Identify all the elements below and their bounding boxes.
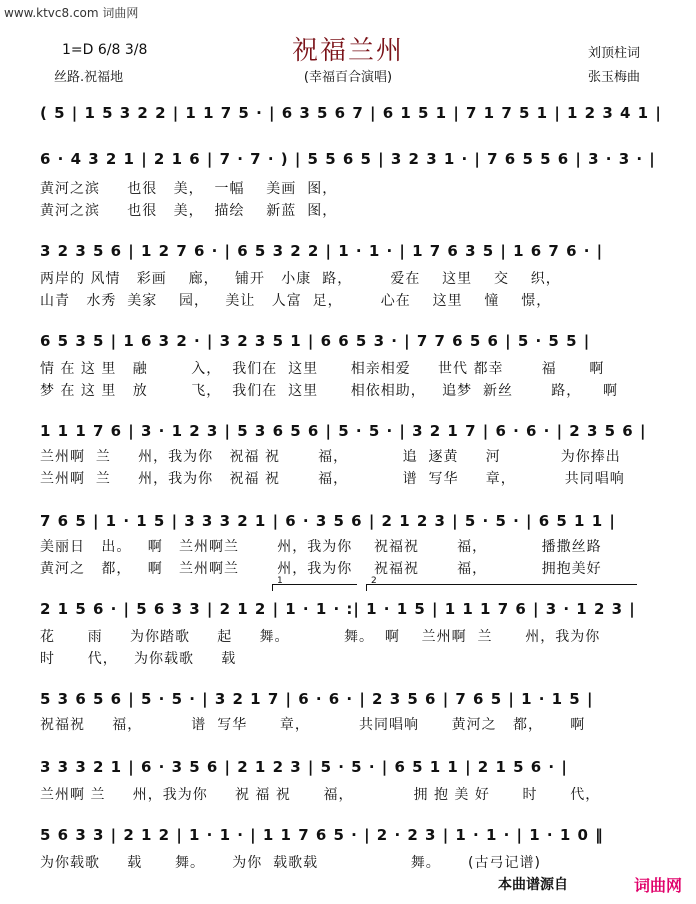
- lyrics-line-10a: 为你载歌 载 舞。 为你 载歌载 舞。 (古弓记谱): [40, 855, 541, 871]
- site-watermark: www.ktvc8.com 词曲网: [4, 6, 139, 20]
- caption-left: 丝路.祝福地: [54, 70, 124, 85]
- notation-line-3: 3 2 3 5 6 | 1 2 7 6 · | 6 5 3 2 2 | 1 · 1 · | 1 7 6 3 5 | 1 6 7 6 · |: [40, 242, 604, 260]
- notation-line-9: 3 3 3 2 1 | 6 · 3 5 6 | 2 1 2 3 | 5 · 5 · | 6 5 1 1 | 2 1 5 6 · |: [40, 758, 568, 776]
- notation-line-6: 7 6 5 | 1 · 1 5 | 3 3 3 2 1 | 6 · 3 5 6 | 2 1 2 3 | 5 · 5 · | 6 5 1 1 |: [40, 512, 616, 530]
- lyrics-line-8a: 祝福祝 福， 谱 写华 章， 共同唱响 黄河之 都， 啊: [40, 717, 586, 733]
- lyrics-line-2a: 黄河之滨 也很 美， 一幅 美画 图，: [40, 181, 338, 197]
- key-signature: 1=D 6/8 3/8: [62, 42, 148, 58]
- volta-bracket-second: 2: [366, 584, 637, 591]
- lyricist: 刘顶柱词: [587, 46, 640, 61]
- lyrics-line-3a: 两岸的 风情 彩画 廊， 铺开 小康 路， 爱在 这里 交 织，: [40, 271, 561, 287]
- notation-line-4: 6 5 3 5 | 1 6 3 2 · | 3 2 3 5 1 | 6 6 5 3 · | 7 7 6 5 6 | 5 · 5 5 |: [40, 332, 591, 350]
- source-label: 本曲谱源自: [498, 877, 568, 893]
- lyrics-line-2b: 黄河之滨 也很 美， 描绘 新蓝 图，: [40, 203, 338, 219]
- lyrics-line-9a: 兰州啊 兰 州，我为你 祝 福 祝 福， 拥 抱 美 好 时 代，: [40, 787, 601, 803]
- lyrics-line-6a: 美丽日 出。 啊 兰州啊兰 州，我为你 祝福祝 福， 播撒丝路: [40, 539, 602, 555]
- song-title: 祝福兰州: [291, 36, 404, 66]
- notation-line-2: 6 · 4 3 2 1 | 2 1 6 | 7 · 7 · ) | 5 5 6 5 | 3 2 3 1 · | 7 6 5 5 6 | 3 · 3 · |: [40, 150, 656, 168]
- song-subtitle: (幸福百合演唱): [303, 70, 393, 85]
- lyrics-line-6b: 黄河之 都， 啊 兰州啊兰 州，我为你 祝福祝 福， 拥抱美好: [40, 561, 602, 577]
- lyrics-line-4b: 梦 在 这 里 放 飞， 我们在 这里 相依相助， 追梦 新丝 路， 啊: [40, 383, 619, 399]
- volta-bracket-first: 1: [272, 584, 357, 591]
- lyrics-line-7b: 时 代， 为你载歌 载: [40, 651, 237, 667]
- notation-line-7: 2 1 5 6 · | 5 6 3 3 | 2 1 2 | 1 · 1 · :| 1 · 1 5 | 1 1 1 7 6 | 3 · 1 2 3 |: [40, 600, 636, 618]
- notation-line-10: 5 6 3 3 | 2 1 2 | 1 · 1 · | 1 1 7 6 5 · | 2 · 2 3 | 1 · 1 · | 1 · 1 0 ‖: [40, 826, 604, 844]
- site-logo[interactable]: 词曲网: [633, 876, 682, 895]
- notation-line-5: 1 1 1 7 6 | 3 · 1 2 3 | 5 3 6 5 6 | 5 · 5 · | 3 2 1 7 | 6 · 6 · | 2 3 5 6 |: [40, 422, 647, 440]
- lyrics-line-7a: 花 雨 为你踏歌 起 舞。 舞。 啊 兰州啊 兰 州，我为你: [40, 629, 601, 645]
- composer: 张玉梅曲: [587, 70, 640, 85]
- lyrics-line-5b: 兰州啊 兰 州，我为你 祝福 祝 福， 谱 写华 章， 共同唱响: [40, 471, 625, 487]
- lyrics-line-4a: 情 在 这 里 融 入， 我们在 这里 相亲相爱 世代 都幸 福 啊: [40, 361, 605, 377]
- notation-line-8: 5 3 6 5 6 | 5 · 5 · | 3 2 1 7 | 6 · 6 · | 2 3 5 6 | 7 6 5 | 1 · 1 5 |: [40, 690, 594, 708]
- lyrics-line-3b: 山青 水秀 美家 园， 美让 人富 足， 心在 这里 憧 憬，: [40, 293, 552, 309]
- lyrics-line-5a: 兰州啊 兰 州，我为你 祝福 祝 福， 追 逐黄 河 为你捧出: [40, 449, 621, 465]
- notation-line-1: ( 5 | 1 5 3 2 2 | 1 1 7 5 · | 6 3 5 6 7 | 6 1 5 1 | 7 1 7 5 1 | 1 2 3 4 1 |: [40, 104, 662, 122]
